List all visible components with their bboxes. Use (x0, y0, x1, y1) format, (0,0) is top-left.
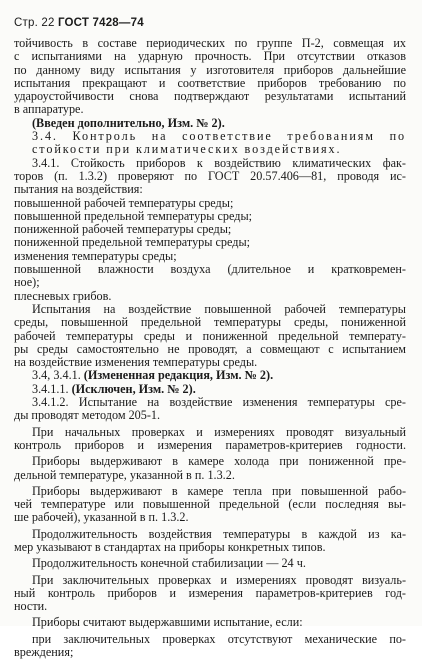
text-line: Приборы выдерживают в камере тепла при повышенной рабо- (32, 484, 406, 498)
amendment-note: (Исключен, Изм. № 2). (71, 382, 196, 396)
text-line: При начальных проверках и измерениях проводят визуальный (32, 425, 406, 439)
text-line: удароустойчивости снова подтверждают результатами испытаний (14, 90, 406, 104)
text-line: ный контроль приборов и измерения параметров-критериев год- (14, 586, 406, 600)
text-line: При заключительных проверках и измерениях проводят визуаль- (32, 573, 406, 587)
text-line: Продолжительность конечной стабилизации — 24 ч. (32, 557, 306, 571)
text-line: при заключительных проверках отсутствуют механические по- (32, 632, 406, 646)
text-line: чей температуре или повышенной предельной (если последняя вы- (14, 498, 406, 512)
text-line: Приборы считают выдержавшими испытание, если: (32, 616, 303, 630)
standard-number: ГОСТ 7428—74 (57, 17, 144, 29)
text-line: контроль приборов и измерения параметров-критериев годности. (14, 438, 406, 452)
text-line: торов (п. 1.3.2) проверяют по ГОСТ 20.57.406—81, проводя ис- (14, 169, 406, 183)
text-line: мер указывают в стандартах на приборы конкретных типов. (14, 540, 326, 554)
text-line: пониженной рабочей температуры среды; (14, 223, 232, 237)
text-line: стойкости при климатических воздействиях. (32, 143, 342, 157)
text-line: (Введен дополнительно, Изм. № 2). (32, 116, 225, 130)
page-number: Стр. 22 (14, 17, 55, 29)
text-line: 3.4.1.2. Испытание на воздействие изменения температуры сре- (32, 396, 406, 410)
text-line: ды проводят методом 205-1. (14, 409, 161, 423)
text-line: с испытаниями на ударную прочность. При отсутствии отказов (14, 50, 406, 64)
text-line: Приборы выдерживают в камере холода при пониженной пре- (32, 455, 406, 469)
text-line: плесневых грибов. (14, 289, 112, 303)
text-line: 3.4. Контроль на соответствие требованиям по (32, 130, 406, 144)
text-line: ное); (14, 276, 40, 290)
text-line: пытания на воздействия: (14, 183, 143, 197)
text-line: вреждения; (14, 646, 74, 659)
text-line: тойчивость в составе периодических по группе П-2, совмещая их (14, 37, 406, 50)
text-line: на воздействие изменения температуры среды. (14, 356, 258, 370)
text-line: по данному виду испытания у изготовителя приборов дальнейшие (14, 63, 406, 77)
text-line: повышенной влажности воздуха (длительное и кратковремен- (14, 263, 406, 277)
text-line: дельной температуре, указанной в п. 1.3.2. (14, 468, 235, 482)
text-line: 3.4.1.1. (Исключен, Изм. № 2). (32, 382, 196, 396)
text-line: повышенной предельной температуры среды; (14, 209, 253, 223)
amendment-note: (Измененная редакция, Изм. № 2). (83, 369, 274, 383)
text-line: Продолжительность воздействия температуры в каждой из ка- (32, 527, 406, 541)
page-header (14, 17, 144, 29)
document-body (14, 37, 406, 659)
text-line: ности. (14, 600, 48, 614)
text-line: пониженной предельной температуры среды; (14, 236, 251, 250)
text-line: испытания прекращают и соответствие приборов требованию по (14, 76, 406, 90)
text-line: Испытания на воздействие повышенной рабочей температуры (32, 302, 406, 316)
text-line: в аппаратуре. (14, 103, 84, 117)
text-line: среды, повышенной предельной температуры среды, пониженной (14, 316, 406, 330)
text-line: 3.4, 3.4.1. (Измененная редакция, Изм. № 2). (32, 369, 274, 383)
text-line: ры среды самостоятельно не проводят, а совмещают с испытанием (14, 342, 406, 356)
text-line: повышенной рабочей температуры среды; (14, 196, 234, 210)
text-line: рабочей температуры среды и пониженной предельной температу- (14, 329, 406, 343)
text-line: 3.4.1. Стойкость приборов к воздействию климатических фак- (32, 156, 406, 170)
text-line: ше рабочей), указанной в п. 1.3.2. (14, 511, 189, 525)
text-line: изменения температуры среды; (14, 249, 177, 263)
